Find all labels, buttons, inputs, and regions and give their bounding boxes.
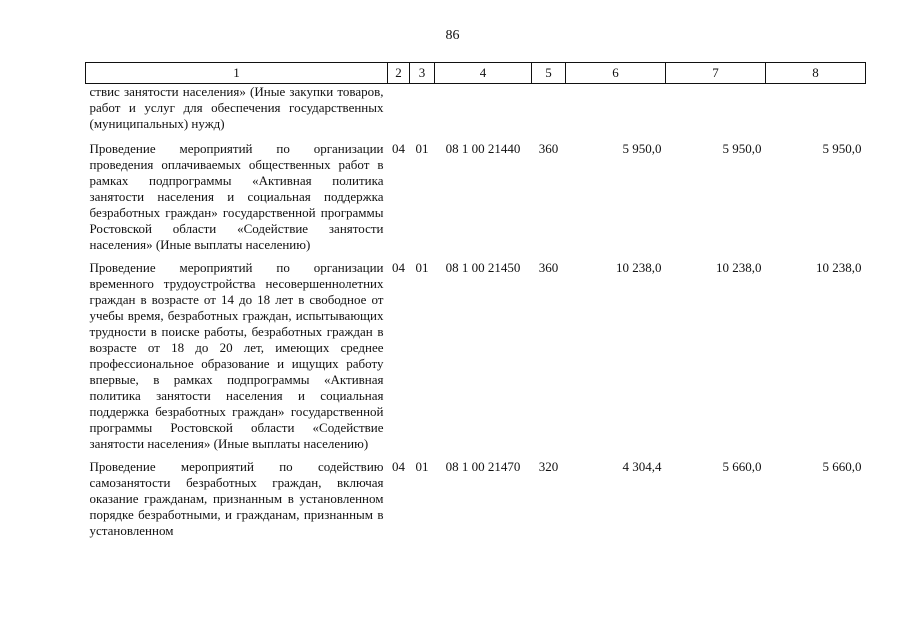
column-header-7: 7 xyxy=(666,63,766,84)
table-body xyxy=(86,84,866,546)
row-section-code: 04 xyxy=(392,459,405,474)
table-row xyxy=(86,84,866,141)
row-description: Проведение мероприятий по организации проведения оплачиваемых общественных работ в рамках подпрограммы «Активная политика занятости населения и социальная поддержка безработных граждан» государственной программы Ростовской области «Содействие занятости населения» (Иные выплаты населению) xyxy=(89,141,384,252)
column-header-3: 3 xyxy=(410,63,435,84)
row-amount-year-1 xyxy=(566,84,666,141)
row-amount-year-3: 10 238,0 xyxy=(816,260,862,275)
table-header-row xyxy=(86,63,866,84)
row-target-article-code xyxy=(435,84,532,141)
column-header-5: 5 xyxy=(532,63,566,84)
row-subsection-code xyxy=(410,84,435,141)
row-description: Проведение мероприятий по организации временного трудоустройства несовершеннолетних граждан в возрасте от 14 до 18 лет в свободное от учебы время, безработных граждан, испытывающих трудности в поиске работы, безработных граждан в возрасте от 18 до 20 лет, имеющих среднее профессиональное образование и ищущих работу впервые, в рамках подпрограммы «Активная политика занятости населения и социальная поддержка безработных граждан» государственной программы Ростовской области «Содействие занятости населения» (Иные выплаты населению) xyxy=(89,260,384,451)
row-subsection-code: 01 xyxy=(415,141,429,156)
table-row xyxy=(86,259,866,458)
row-amount-year-2: 5 950,0 xyxy=(722,141,762,156)
row-amount-year-1: 10 238,0 xyxy=(616,260,662,275)
row-amount-year-1: 5 950,0 xyxy=(622,141,662,156)
row-section-code xyxy=(388,84,410,141)
column-header-6: 6 xyxy=(566,63,666,84)
column-header-4: 4 xyxy=(435,63,532,84)
row-amount-year-3: 5 950,0 xyxy=(822,141,862,156)
row-expense-type-code: 320 xyxy=(538,459,559,474)
table-header xyxy=(86,63,866,84)
row-amount-year-2: 5 660,0 xyxy=(722,459,762,474)
row-amount-year-1: 4 304,4 xyxy=(622,459,662,474)
row-description: ствис занятости населения» (Иные закупки товаров, работ и услуг для обеспечения государственных (муниципальных) нужд) xyxy=(89,84,384,131)
row-target-article-code: 08 1 00 21450 xyxy=(445,260,521,275)
column-header-8: 8 xyxy=(766,63,866,84)
table-row xyxy=(86,140,866,259)
page-number: 86 xyxy=(445,28,460,43)
row-description: Проведение мероприятий по содействию самозанятости безработных граждан, включая оказание гражданам, признанным в установленном порядке безработными, и гражданам, признанным в установленном xyxy=(89,459,384,538)
row-amount-year-3: 5 660,0 xyxy=(822,459,862,474)
row-expense-type-code: 360 xyxy=(538,141,559,156)
row-expense-type-code: 360 xyxy=(538,260,559,275)
row-expense-type-code xyxy=(532,84,566,141)
row-target-article-code: 08 1 00 21470 xyxy=(445,459,521,474)
row-amount-year-2 xyxy=(666,84,766,141)
row-section-code: 04 xyxy=(392,260,405,275)
row-subsection-code: 01 xyxy=(415,459,429,474)
column-header-1: 1 xyxy=(86,63,388,84)
budget-table xyxy=(85,62,866,545)
row-target-article-code: 08 1 00 21440 xyxy=(445,141,521,156)
row-subsection-code: 01 xyxy=(415,260,429,275)
row-amount-year-3 xyxy=(766,84,866,141)
column-header-2: 2 xyxy=(388,63,410,84)
row-amount-year-2: 10 238,0 xyxy=(716,260,762,275)
row-section-code: 04 xyxy=(392,141,405,156)
table-row xyxy=(86,458,866,545)
